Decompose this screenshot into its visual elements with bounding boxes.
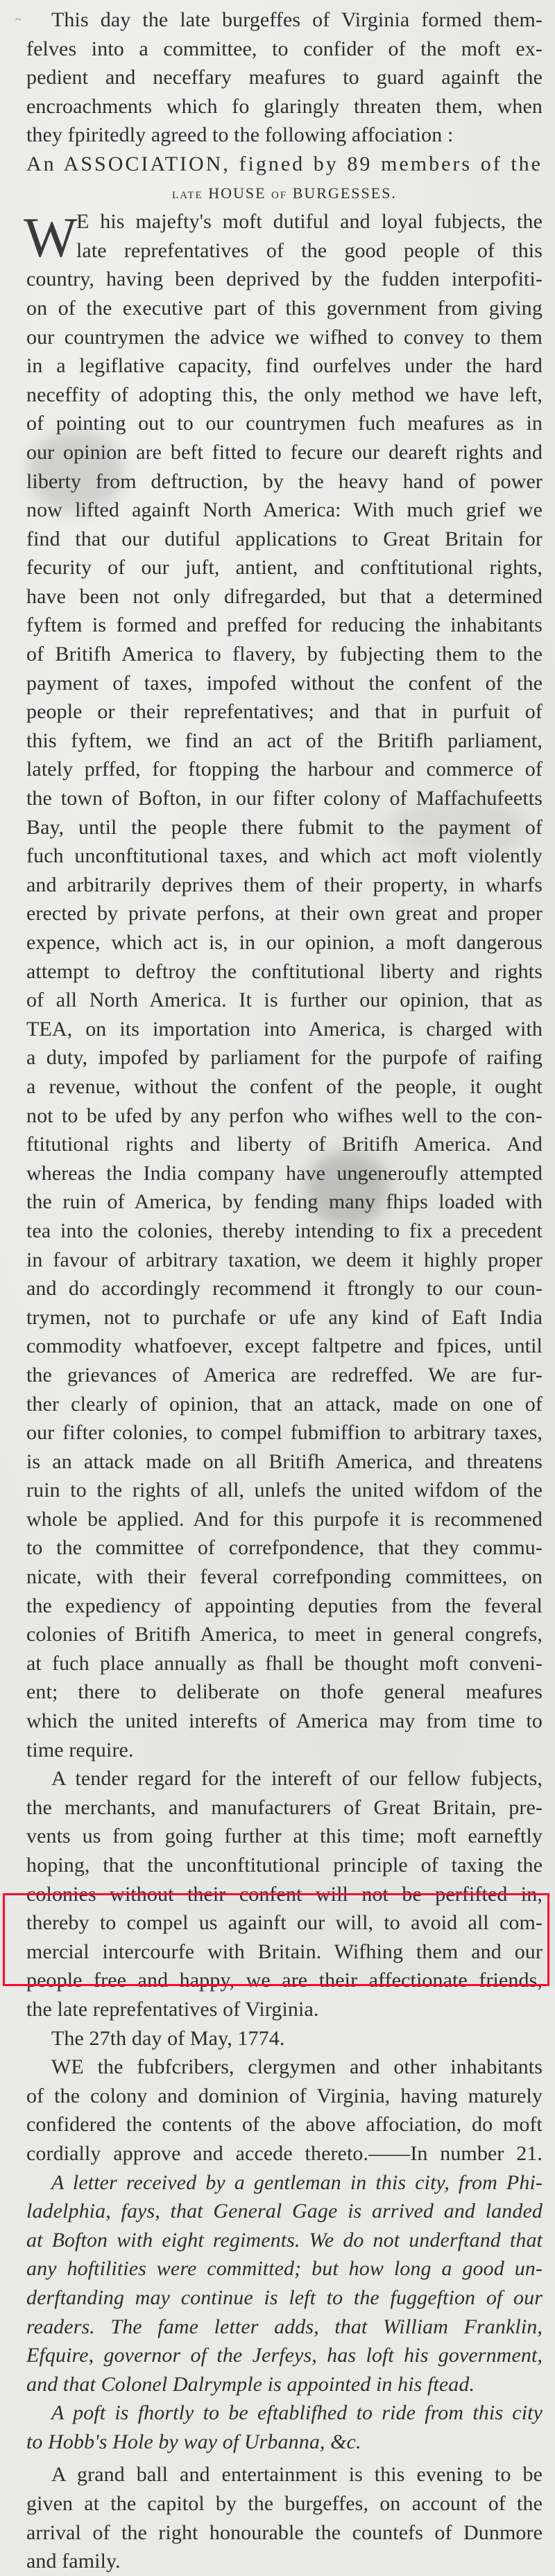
text-line: thereby to compel us againft our will, to avoid all com- — [26, 1911, 543, 1935]
text-line: and that Colonel Dalrymple is appointed in his ftead. — [26, 2372, 475, 2396]
heading-subline: late HOUSE of BURGESSES. — [172, 184, 397, 202]
text-line: country, having been deprived by the fudden interpofiti- — [26, 268, 543, 291]
letter-paragraph — [26, 2168, 543, 2399]
text-line: of Britifh America to flavery, by fubjecting them to the — [26, 643, 543, 666]
grand-ball-paragraph — [26, 2460, 543, 2575]
text-line: our countrymen the advice we wifhed to convey to them — [26, 325, 543, 349]
text-line: felves into a committee, to confider of the moft ex- — [26, 37, 543, 60]
association-heading — [26, 150, 543, 207]
text-line: cordially approve and accede thereto.——In number 21. — [26, 2141, 543, 2165]
text-line: time require. — [26, 1738, 134, 1761]
text-line: readers. The fame letter adds, that William Franklin, — [26, 2315, 543, 2338]
text-line: mercial intercourfe with Britain. Wifhing them and our — [26, 1940, 543, 1963]
text-line: commodity whatfoever, except faltpetre and fpices, until — [26, 1334, 543, 1358]
text-line: attempt to deftroy the conftitutional liberty and rights — [26, 959, 543, 983]
text-line: ftitutional rights and liberty of Britifh America. And — [26, 1133, 543, 1156]
text-line: of all North America. It is further our opinion, that as — [26, 989, 543, 1012]
text-line: whole be applied. And for this purpofe it is recommened — [26, 1507, 543, 1531]
text-line: A poft is fhortly to be eftablifhed to ride from this city — [51, 2401, 543, 2425]
text-line: whereas the India company have ungeneroufly attempted — [26, 1161, 543, 1185]
text-line: which the united interefts of America may from time to — [26, 1709, 543, 1733]
text-line: colonies of Britifh America, to meet in general congrefs, — [26, 1623, 543, 1646]
text-line: people or their reprefentatives; and that in purfuit of — [26, 700, 543, 724]
text-line: payment of taxes, impofed without the confent of the — [26, 671, 543, 695]
text-line: tea into the colonies, thereby intending to fix a precedent — [26, 1219, 543, 1242]
text-line: and arbitrarily deprives them of their property, in wharfs — [26, 873, 543, 896]
text-line: This day the late burgeffes of Virginia formed them- — [51, 8, 543, 31]
text-line: A tender regard for the intereft of our fellow fubjects, — [51, 1767, 543, 1791]
text-line: fuch unconftitutional taxes, and which act moft violently — [26, 844, 543, 868]
text-line: any hoftilities were committed; but how long a good un- — [26, 2257, 543, 2281]
post-paragraph — [26, 2399, 543, 2456]
text-line: and family. — [26, 2550, 121, 2573]
text-line: encroachments which fo glaringly threaten them, when — [26, 94, 543, 118]
text-line: they fpiritedly agreed to the following affociation : — [26, 123, 454, 147]
text-line: is an attack made on all Britifh America, and threatens — [26, 1450, 543, 1473]
text-line: the late reprefentatives of Virginia. — [26, 1997, 319, 2021]
text-line: the grievances of America are redreffed. We are fur- — [26, 1363, 543, 1386]
text-line: liberty from deftruction, by the heavy hand of power — [26, 469, 543, 493]
text-line: the ruin of America, by fending many fhips loaded with — [26, 1190, 543, 1214]
text-line: colonies without their confent will not be perfifted in, — [26, 1882, 543, 1906]
text-line: of pointing out to our countrymen fuch meafures as in — [26, 412, 543, 435]
heading-line: An ASSOCIATION, figned by 89 members of the — [26, 152, 543, 175]
text-line: hoping, that the unconftitutional principle of taxing the — [26, 1854, 543, 1877]
text-line: to Hobb's Hole by way of Urbanna, &c. — [26, 2430, 361, 2453]
text-line: people free and happy, we are their affectionate friends, — [26, 1969, 543, 1992]
text-line: ent; there to deliberate on thofe general meafures — [26, 1680, 543, 1704]
text-line: given at the capitol by the burgeffes, on account of the — [26, 2492, 543, 2516]
text-line: at Bofton with eight regiments. We do not underftand that — [26, 2228, 543, 2252]
text-line: have been not only difregarded, but that a determined — [26, 584, 543, 608]
text-line: Efquire, governor of the Jerfeys, has loft his government, — [26, 2344, 543, 2367]
text-line: find that our dutiful applications to Great Britain for — [26, 527, 543, 550]
text-line: and do accordingly recommend it ftrongly to our coun- — [26, 1277, 543, 1300]
text-line: ruin to the rights of all, unlefs the united wifdom of the — [26, 1479, 543, 1502]
text-line: neceffity of adopting this, the only method we have left, — [26, 383, 543, 406]
text-line: to the committee of correfpondence, that they commu- — [26, 1536, 543, 1560]
text-line: Bay, until the people there fubmit to the payment of — [26, 815, 543, 839]
text-line: WE the fubfcribers, clergymen and other inhabitants — [51, 2055, 543, 2079]
text-line: arrival of the right honourable the countefs of Dunmore — [26, 2521, 543, 2544]
text-line: a duty, impofed by parliament for the purpofe of raifing — [26, 1046, 543, 1070]
text-line: TEA, on its importation into America, is charged with — [26, 1017, 543, 1041]
text-line: late reprefentatives of the good people of this — [76, 238, 543, 262]
text-line: of the colony and dominion of Virginia, having maturely — [26, 2084, 543, 2107]
text-line: our opinion are beft fitted to fecure our deareft rights and — [26, 440, 543, 464]
stray-mark: ~ — [15, 14, 22, 26]
text-line: in favour of arbitrary taxation, we deem it highly proper — [26, 1248, 543, 1271]
text-line: in a legiflative capacity, find ourfelves under the hard — [26, 354, 543, 378]
text-line: this fyftem, we find an act of the Britifh parliament, — [26, 729, 543, 752]
association-body — [26, 207, 543, 1764]
text-line: expence, which act is, in our opinion, a moft dangerous — [26, 931, 543, 954]
article-column — [26, 6, 543, 2576]
text-line: ther clearly of opinion, that an attack, made on one of — [26, 1392, 543, 1416]
text-line: pedient and neceffary meafures to guard againft the — [26, 66, 543, 89]
text-line: confidered the contents of the above affociation, do moft — [26, 2113, 543, 2136]
text-line: now lifted againft North America: With much grief we — [26, 498, 543, 522]
dropcap-block — [24, 206, 543, 270]
text-line: lately prffed, for ftopping the harbour and commerce of — [26, 758, 543, 781]
text-line: the expediency of appointing deputies from the feveral — [26, 1594, 543, 1617]
association-lines — [26, 265, 543, 1764]
text-line: vents us from going further at this time; moft earneftly — [26, 1825, 543, 1848]
text-line: the merchants, and manufacturers of Great Britain, pre- — [26, 1795, 543, 1819]
text-line: a revenue, without the confent of the people, it ought — [26, 1074, 543, 1098]
text-line: nicate, with their feveral correfponding committees, on — [26, 1565, 543, 1589]
text-line: our fifter colonies, to compel fubmiffion to arbitrary taxes, — [26, 1421, 543, 1445]
text-line: on of the executive part of this government from giving — [26, 296, 543, 320]
text-line: trymen, not to purchafe or ufe any kind of Eaft India — [26, 1305, 543, 1329]
text-line: A grand ball and entertainment is this evening to be — [51, 2463, 543, 2487]
text-line: the town of Bofton, in our fifter colony of Maffachufeetts — [26, 787, 543, 810]
date-line: The 27th day of May, 1774. — [51, 2026, 285, 2050]
subscribers-paragraph — [26, 2053, 543, 2168]
text-line: not to be ufed by any perfon who wifhes well to the con- — [26, 1104, 543, 1127]
dropcap-letter: W — [24, 206, 78, 270]
text-line: fyftem is formed and preffed for reducing the inhabitants — [26, 613, 543, 637]
text-line: fecurity of our juft, antient, and conftitutional rights, — [26, 556, 543, 580]
tender-regard-paragraph — [26, 1764, 543, 2024]
text-line: A letter received by a gentleman in this city, from Phi- — [51, 2170, 543, 2194]
text-line: erected by private perfons, at their own great and proper — [26, 902, 543, 925]
text-line: ladelphia, fays, that General Gage is arrived and landed — [26, 2200, 543, 2223]
text-line: E his majefty's moft dutiful and loyal fubjects, the — [76, 210, 543, 234]
text-line: at fuch place annually as fhall be thought moft conveni- — [26, 1651, 543, 1675]
intro-paragraph — [26, 6, 543, 150]
text-line: derftanding may continue is left to the fuggeftion of our — [26, 2286, 543, 2309]
